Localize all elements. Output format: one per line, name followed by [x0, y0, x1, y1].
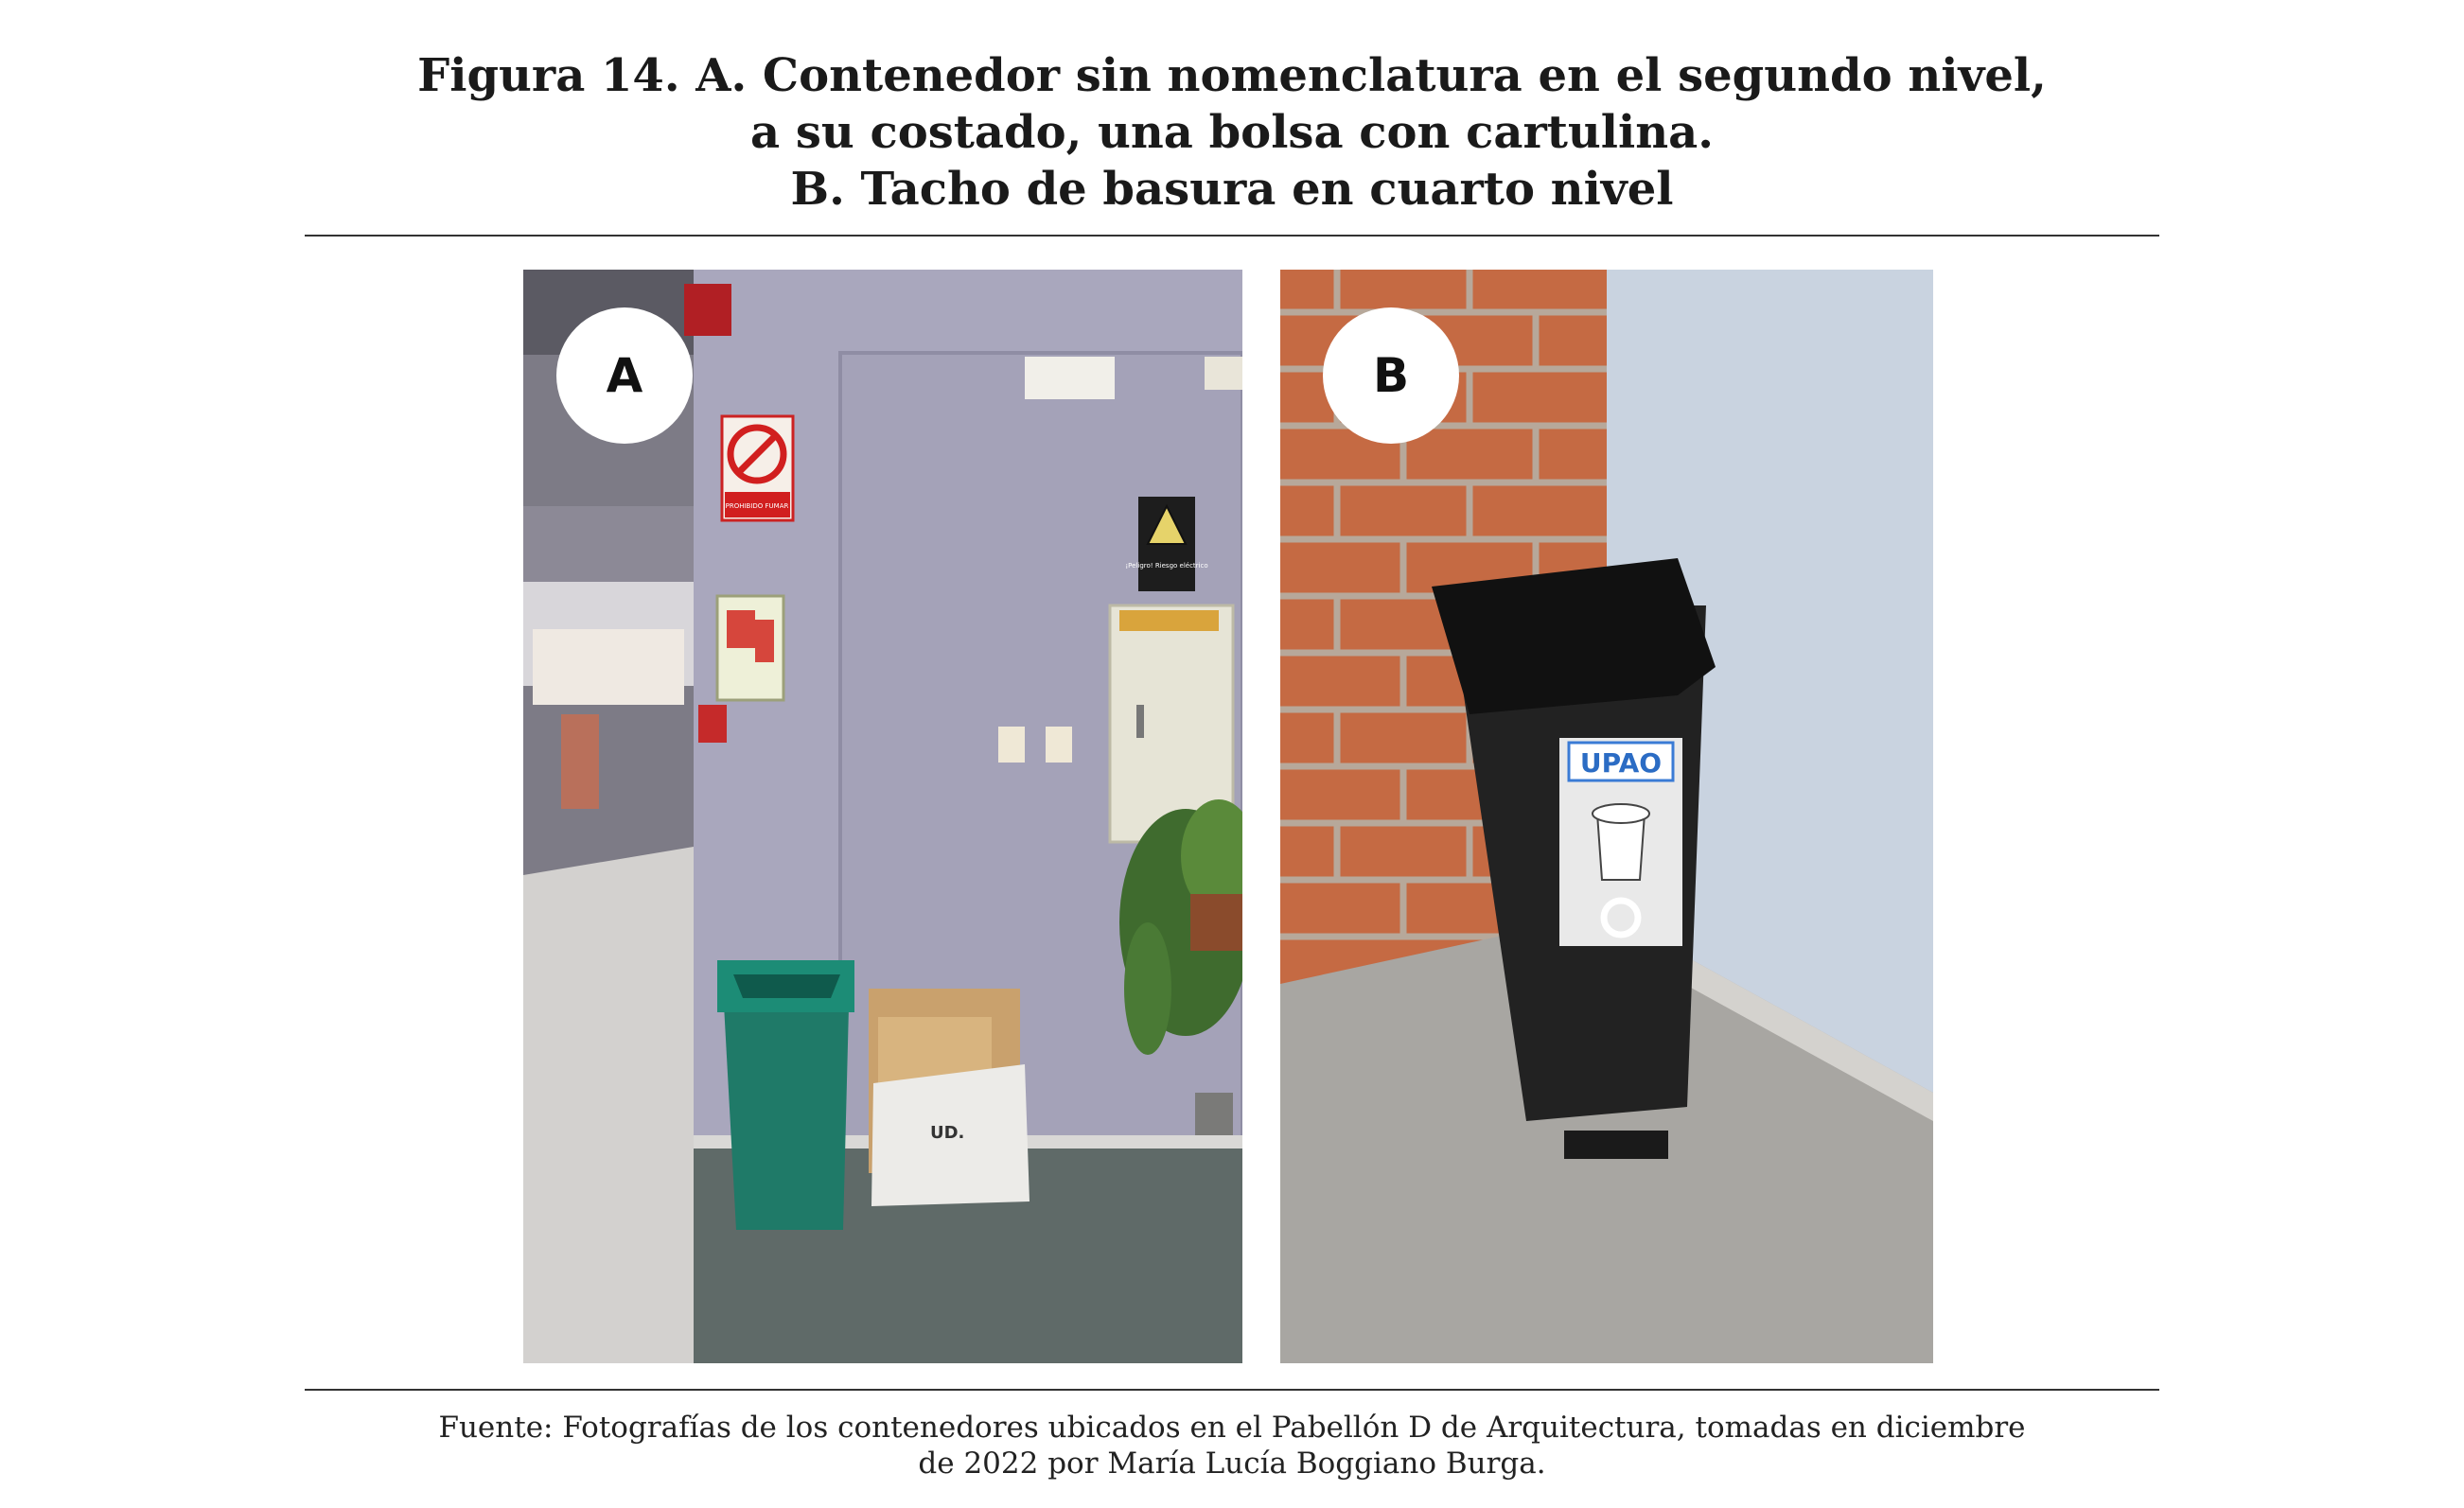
figure-source — [0, 1410, 2464, 1482]
light-fixture — [1025, 357, 1115, 399]
panel-b-label: B — [1323, 307, 1459, 444]
source-line-2: de 2022 por María Lucía Boggiano Burga. — [918, 1447, 1546, 1481]
source-line-1: Fuente: Fotografías de los contenedores ubicados en el Pabellón D de Arquitectura, tomadas en diciembre — [438, 1411, 2026, 1445]
no-smoking-text: PROHIBIDO FUMAR — [725, 502, 789, 510]
photo-a — [523, 270, 1242, 1363]
outlet — [1046, 727, 1072, 763]
danger-sign-text: ¡Peligro! Riesgo eléctrico — [1125, 562, 1208, 570]
bag-text: UD. — [930, 1123, 965, 1143]
top-rule — [305, 235, 2159, 237]
corridor-floor — [523, 847, 694, 1363]
title-line-1: Figura 14. A. Contenedor sin nomenclatura en el segundo nivel, — [417, 49, 2047, 102]
bin-brand-text: UPAO — [1579, 747, 1663, 779]
photo-b — [1280, 270, 1933, 1363]
title-line-3: B. Tacho de basura en cuarto nivel — [790, 163, 1674, 216]
outlet — [998, 727, 1025, 763]
trash-can-icon — [1593, 804, 1649, 880]
fire-pull-icon — [698, 705, 727, 743]
green-bin — [717, 960, 854, 1230]
white-bag — [871, 1064, 1030, 1206]
figure-title — [0, 47, 2464, 218]
bottom-rule — [305, 1389, 2159, 1391]
title-line-2: a su costado, una bolsa con cartulina. — [750, 106, 1714, 159]
alarm-icon — [684, 284, 731, 336]
panel-a-label: A — [556, 307, 693, 444]
